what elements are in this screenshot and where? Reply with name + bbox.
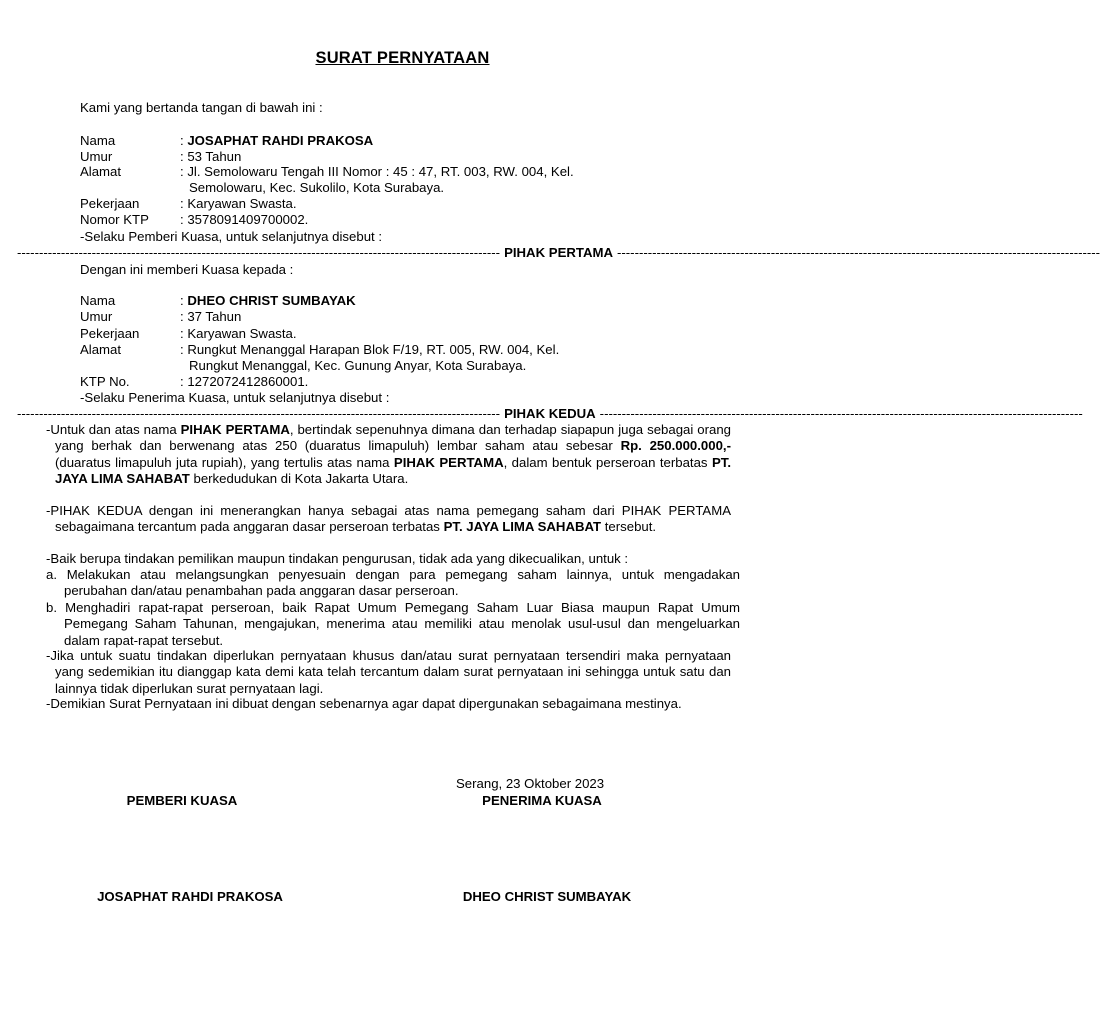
divider-label: PIHAK KEDUA [504, 406, 596, 421]
dash-right: -------------------------------------------------------------------------------------------------------------- [617, 245, 1100, 260]
text: (duaratus limapuluh juta rupiah), yang tertulis atas nama [55, 454, 394, 470]
text: -Untuk dan atas nama [46, 422, 181, 437]
p2-age-label: Umur [80, 309, 113, 324]
p2-id-label: KTP No. [80, 374, 130, 389]
divider-label: PIHAK PERTAMA [504, 245, 613, 260]
dash-left: -------------------------------------------------------------------------------------------------------------- [17, 406, 501, 421]
p1-job-label: Pekerjaan [80, 196, 140, 211]
give-power-text: Dengan ini memberi Kuasa kepada : [80, 262, 294, 277]
paragraph-authority [46, 422, 731, 488]
p1-id-value: : 3578091409700002. [180, 212, 309, 227]
p2-name-label: Nama [80, 293, 116, 308]
paragraph-scope: -Baik berupa tindakan pemilikan maupun tindakan pengurusan, tidak ada yang dikecualikan, untuk : [46, 551, 629, 566]
p1-name-label: Nama [80, 133, 116, 148]
p2-role-line: -Selaku Penerima Kuasa, untuk selanjutnya disebut : [80, 390, 390, 405]
p1-name: JOSAPHAT RAHDI PRAKOSA [187, 133, 374, 148]
text: berkedudukan di Kota Jakarta Utara. [189, 471, 409, 487]
sign-left-name: JOSAPHAT RAHDI PRAKOSA [97, 889, 283, 904]
p1-age-value: : 53 Tahun [180, 149, 242, 164]
bold-text: PT. JAYA LIMA SAHABAT [55, 454, 731, 487]
p1-address-line2: Semolowaru, Kec. Sukolilo, Kota Surabaya. [189, 180, 445, 195]
bold-text: Rp. 250.000.000,- [620, 438, 731, 454]
document-title: SURAT PERNYATAAN [315, 49, 490, 67]
p2-job-label: Pekerjaan [80, 326, 140, 341]
p1-address-line1: : Jl. Semolowaru Tengah III Nomor : 45 : 47, RT. 003, RW. 004, Kel. [180, 164, 574, 179]
intro-text: Kami yang bertanda tangan di bawah ini : [80, 100, 323, 115]
p1-id-label: Nomor KTP [80, 212, 149, 227]
bold-text: PT. JAYA LIMA SAHABAT [443, 519, 602, 535]
p1-role-line: -Selaku Pemberi Kuasa, untuk selanjutnya disebut : [80, 229, 383, 244]
p2-address-line1: : Rungkut Menanggal Harapan Blok F/19, RT. 005, RW. 004, Kel. [180, 342, 560, 357]
paragraph-special: -Jika untuk suatu tindakan diperlukan pernyataan khusus dan/atau surat pernyataan tersendiri maka pernyataan yang sedemikian itu dianggap kata demi kata telah tercantum dalam surat pernyataan ini sehingga untuk satu dan lainnya tidak diperlukan surat pernyataan lagi. [46, 648, 731, 696]
p1-age-label: Umur [80, 149, 113, 164]
bold-text: PIHAK PERTAMA [180, 422, 290, 437]
dash-left: -------------------------------------------------------------------------------------------------------------- [17, 245, 501, 260]
p2-id-value: : 1272072412860001. [180, 374, 309, 389]
text: tersebut. [601, 519, 657, 535]
item-a: a. Melakukan atau melangsungkan penyesuain dengan para pemegang saham lainnya, untuk mengadakan perubahan dan/atau penambahan pada anggaran dasar perseroan. [46, 567, 740, 599]
sign-right-role: PENERIMA KUASA [482, 793, 602, 808]
p2-address-line2: Rungkut Menanggal, Kec. Gunung Anyar, Kota Surabaya. [189, 358, 527, 373]
place-date: Serang, 23 Oktober 2023 [456, 776, 605, 791]
dash-right: -------------------------------------------------------------------------------------------------------------- [599, 406, 1083, 421]
p2-address-label: Alamat [80, 342, 122, 357]
sign-right-name: DHEO CHRIST SUMBAYAK [462, 889, 632, 904]
p1-job-value: : Karyawan Swasta. [180, 196, 297, 211]
bold-text: PIHAK PERTAMA [393, 454, 504, 470]
p2-age-value: : 37 Tahun [180, 309, 242, 324]
item-b: b. Menghadiri rapat-rapat perseroan, baik Rapat Umum Pemegang Saham Luar Biasa maupun Rapat Umum Pemegang Saham Tahunan, mengajukan, menerima atau memiliki atau menolak usul-usul dan mengeluarkan dalam rapat-rapat tersebut. [46, 600, 740, 648]
text: , dalam bentuk perseroan terbatas [503, 454, 712, 470]
paragraph-closing: -Demikian Surat Pernyataan ini dibuat dengan sebenarnya agar dapat dipergunakan sebagaimana mestinya. [46, 696, 682, 711]
divider-pihak-kedua [17, 406, 1083, 422]
paragraph-statement [46, 503, 731, 536]
text: , bertindak sepenuhnya dimana dan terhadap siapapun juga sebagai orang yang berhak dan berwenang atas 250 (duaratus limapuluh) lembar saham atau sebesar [55, 422, 731, 454]
p2-name-value: : DHEO CHRIST SUMBAYAK [180, 293, 356, 308]
p1-address-label: Alamat [80, 164, 122, 179]
divider-pihak-pertama [17, 245, 1100, 261]
p2-name: DHEO CHRIST SUMBAYAK [187, 293, 356, 308]
p1-name-value: : JOSAPHAT RAHDI PRAKOSA [180, 133, 374, 148]
sign-left-role: PEMBERI KUASA [126, 793, 238, 808]
p2-job-value: : Karyawan Swasta. [180, 326, 297, 341]
text: -PIHAK KEDUA dengan ini menerangkan hanya sebagai atas nama pemegang saham dari PIHAK PERTAMA sebagaimana tercantum pada anggaran dasar perseroan terbatas [46, 503, 731, 535]
